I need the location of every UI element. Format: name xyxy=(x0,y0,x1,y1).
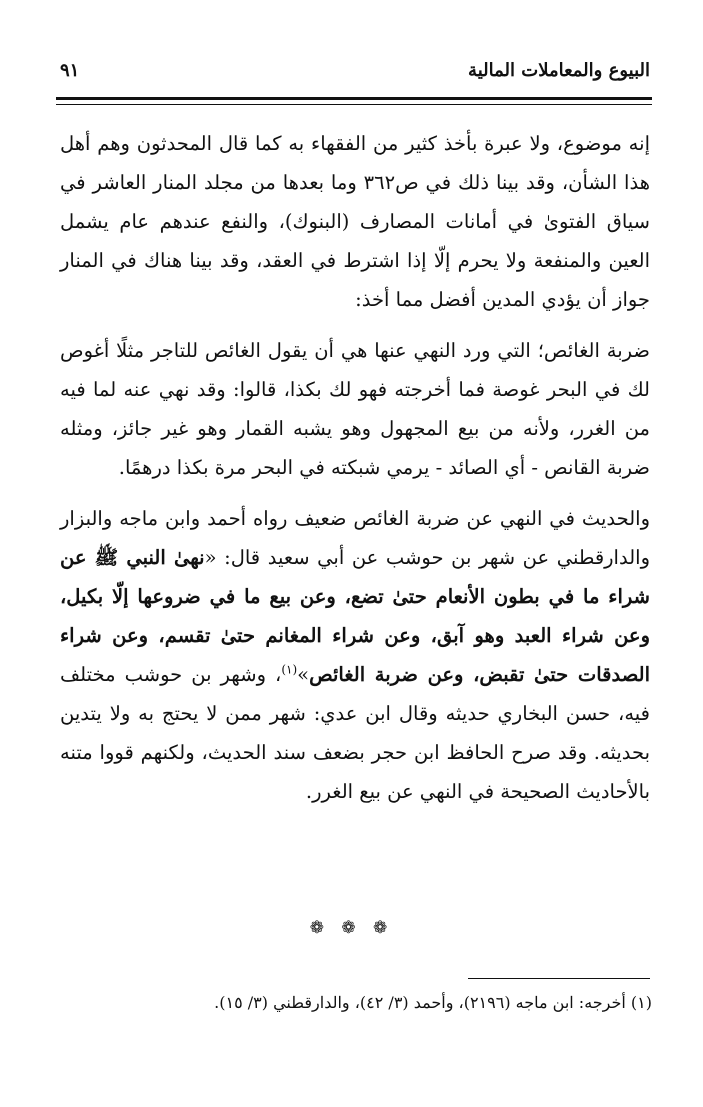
main-text xyxy=(60,124,650,811)
paragraph-1: إنه موضوع، ولا عبرة بأخذ كثير من الفقهاء به كما قال المحدثون وهم أهل هذا الشأن، وقد بينا ذلك في ص٣٦٢ وما بعدها من مجلد المنار العاشر في سياق الفتوىٰ في أمانات المصارف (البنوك)، والنفع عندهم عام يشمل العين والمنفعة ولا يحرم إلّا إذا اشترط في العقد، وقد بينا هناك في المنار جواز أن يؤدي المدين أفضل مما أخذ: xyxy=(60,132,650,311)
section-separator: ❁ ❁ ❁ xyxy=(309,918,394,938)
running-title: البيوع والمعاملات المالية xyxy=(468,60,650,81)
footnote-rule xyxy=(468,978,650,979)
paragraph-2: ضربة الغائص؛ التي ورد النهي عنها هي أن يقول الغائص للتاجر مثلًا أغوص لك في البحر غوصة فما أخرجته فهو لك بكذا، قالوا: وقد نهي عنه لما فيه من الغرر، ولأنه من بيع المجهول وهو يشبه القمار وهو غير جائز، ومثله ضربة القانص - أي الصائد - يرمي شبكته في البحر مرة بكذا درهمًا. xyxy=(60,339,650,479)
paragraph-3 xyxy=(60,499,650,811)
header-rule-thin xyxy=(56,104,652,105)
header-rule-thick xyxy=(56,97,652,100)
paragraph-3-tail: ، وشهر بن حوشب مختلف فيه، حسن البخاري حديثه وقال ابن عدي: شهر ممن لا يحتج به ولا يتدين بحديثه. وقد صرح الحافظ ابن حجر بضعف سند الحديث، ولكنهم قووا متنه بالأحاديث الصحيحة في النهي عن بيع الغرر. xyxy=(60,663,650,803)
page-number: ٩١ xyxy=(60,60,80,81)
page-header xyxy=(56,58,652,94)
hadith-quote: نهىٰ النبي ﷺ عن شراء ما في بطون الأنعام حتىٰ تضع، وعن بيع ما في ضروعها إلّا بكيل، وعن شراء العبد وهو آبق، وعن شراء المغانم حتىٰ تقسم، وعن شراء الصدقات حتىٰ تقبض، وعن ضربة الغائص xyxy=(60,546,650,686)
quote-close: » xyxy=(297,663,310,686)
footnote-reference: (١) xyxy=(281,662,298,677)
paragraph-3-lead: والحديث في النهي عن ضربة الغائص ضعيف رواه أحمد وابن ماجه والبزار والدارقطني عن شهر بن حوشب عن أبي سعيد قال: « xyxy=(60,507,650,569)
footnote: (١) أخرجه: ابن ماجه (٢١٩٦)، وأحمد (٣/ ٤٢)، والدارقطني (٣/ ١٥). xyxy=(214,993,652,1012)
